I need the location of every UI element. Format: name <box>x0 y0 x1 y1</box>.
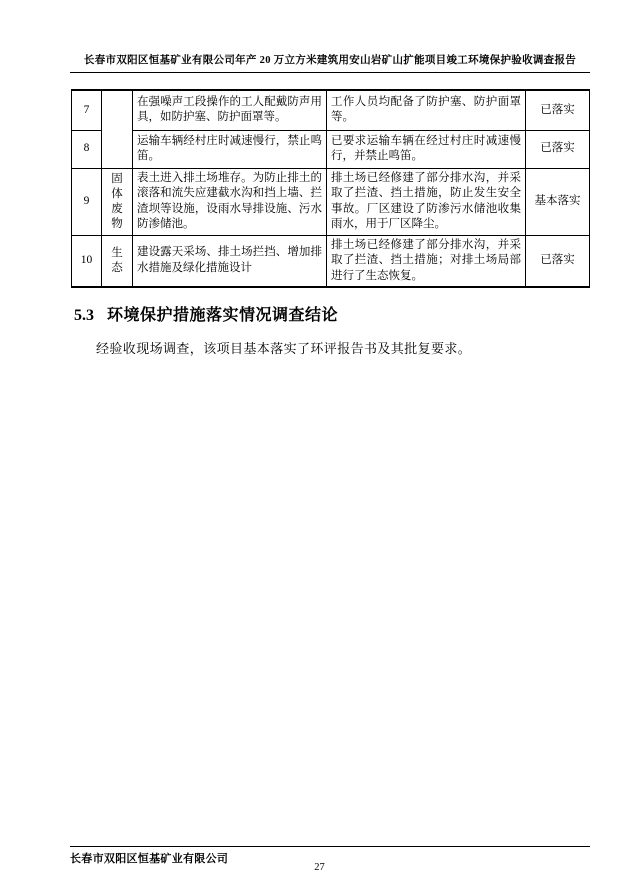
row-number: 7 <box>72 90 102 130</box>
section-heading <box>74 302 338 325</box>
conclusion-paragraph: 经验收现场调查，该项目基本落实了环评报告书及其批复要求。 <box>96 341 472 356</box>
footer-company: 长春市双阳区恒基矿业有限公司 <box>70 846 590 866</box>
status-cell: 基本落实 <box>526 168 590 235</box>
section-number: 5.3 <box>74 307 94 324</box>
row-number: 9 <box>72 168 102 235</box>
measures-table-wrap <box>71 89 589 288</box>
table-row-8 <box>72 130 590 168</box>
measure-cell: 运输车辆经村庄时减速慢行，禁止鸣笛。 <box>133 130 327 168</box>
status-cell: 已落实 <box>526 90 590 130</box>
implementation-cell: 排土场已经修建了部分排水沟，并采取了拦渣、挡土措施，防止发生安全事故。厂区建设了防渗污水储池收集雨水，用于厂区降尘。 <box>327 168 526 235</box>
measure-cell: 表土进入排土场堆存。为防止排土的滚落和流失应建截水沟和挡上墙、拦渣坝等设施，设雨水导排设施、污水防渗储池。 <box>133 168 327 235</box>
row-number: 8 <box>72 130 102 168</box>
implementation-cell: 已要求运输车辆在经过村庄时减速慢行，并禁止鸣笛。 <box>327 130 526 168</box>
table-row-7 <box>72 90 590 130</box>
category-cell-merged <box>102 90 133 168</box>
epm-implementation-table <box>71 89 590 288</box>
implementation-cell: 工作人员均配备了防护塞、防护面罩等。 <box>327 90 526 130</box>
implementation-cell: 排土场已经修建了部分排水沟，并采取了拦渣、挡土措施；对排土场局部进行了生态恢复。 <box>327 235 526 287</box>
page-number: 27 <box>314 862 325 873</box>
category-cell: 生态 <box>102 235 133 287</box>
measure-cell: 建设露天采场、排土场拦挡、增加排水措施及绿化措施设计 <box>133 235 327 287</box>
row-number: 10 <box>72 235 102 287</box>
measure-cell: 在强噪声工段操作的工人配戴防声用具，如防护塞、防护面罩等。 <box>133 90 327 130</box>
section-title: 环境保护措施落实情况调查结论 <box>107 307 339 324</box>
category-cell: 固体废物 <box>102 168 133 235</box>
table-row-10 <box>72 235 590 287</box>
status-cell: 已落实 <box>526 130 590 168</box>
status-cell: 已落实 <box>526 235 590 287</box>
running-header-title: 长春市双阳区恒基矿业有限公司年产 20 万立方米建筑用安山岩矿山扩能项目竣工环境保护验收调查报告 <box>70 53 590 73</box>
table-row-9 <box>72 168 590 235</box>
